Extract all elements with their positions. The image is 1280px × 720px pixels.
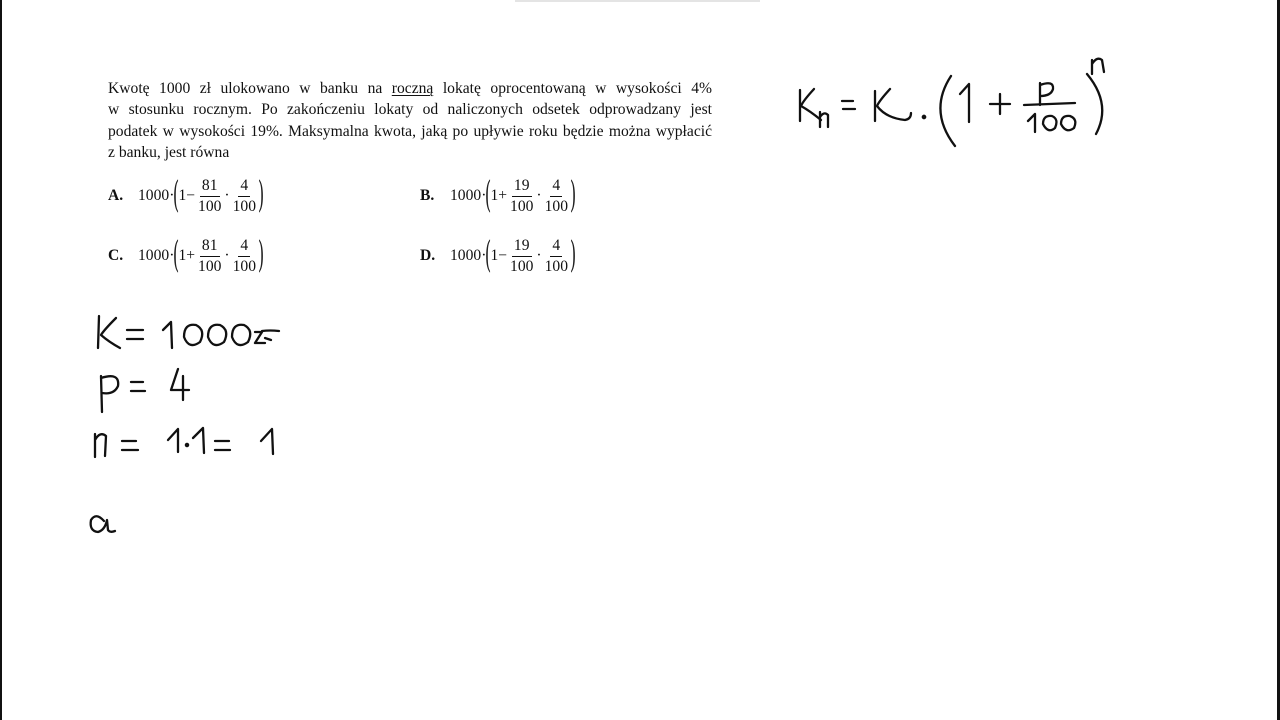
problem-line-3: podatek w wysokości 19%. Maksymalna kwota, jaką po upływie roku będzie można wypłacić [108, 122, 712, 140]
left-paren: ( [485, 235, 492, 276]
handwritten-k-equals-1000 [98, 316, 279, 348]
handwritten-a [91, 516, 115, 532]
answer-letter: A. [108, 187, 124, 204]
fraction-1-denominator: 100 [510, 197, 534, 215]
problem-line-1-part-1: Kwotę 1000 zł ulokowano w banku na [108, 80, 392, 97]
left-paren: ( [173, 235, 180, 276]
fraction-2-numerator: 4 [238, 176, 250, 197]
right-paren: ) [257, 235, 265, 276]
answer-one: 1 [490, 187, 499, 204]
fraction-1-denominator: 100 [510, 257, 534, 275]
right-paren: ) [569, 235, 577, 276]
fraction-1-numerator: 81 [200, 176, 220, 197]
answer-base: 1000· [450, 187, 487, 204]
answer-letter: B. [420, 187, 435, 204]
handwritten-n-equals-1 [95, 428, 273, 457]
multiply-dot: · [224, 247, 230, 264]
fraction-1-denominator: 100 [198, 197, 222, 215]
fraction-2-denominator: 100 [544, 257, 569, 275]
answer-operator: − [498, 247, 508, 264]
fraction-1-numerator: 19 [512, 236, 532, 257]
multiply-dot: · [536, 187, 542, 204]
fraction-2-numerator: 4 [550, 176, 562, 197]
problem-line-2: w stosunku rocznym. Po zakończeniu lokaty od naliczonych odsetek odprowadzany jest [108, 101, 712, 119]
handwritten-compound-interest-formula [800, 59, 1104, 146]
left-paren: ( [173, 175, 180, 216]
fraction-2-denominator: 100 [544, 197, 569, 215]
fraction-2-numerator: 4 [238, 236, 250, 257]
answer-base: 1000· [138, 247, 175, 264]
fraction-2-denominator: 100 [232, 257, 257, 275]
answer-operator: + [186, 247, 196, 264]
underlined-word-roczna: roczną [391, 80, 434, 97]
answer-letter: D. [420, 247, 436, 264]
answer-one: 1 [178, 247, 187, 264]
problem-line-4: z banku, jest równa [108, 144, 230, 162]
handwritten-p-equals-4 [101, 369, 189, 412]
right-paren: ) [257, 175, 265, 216]
answer-operator: − [186, 187, 196, 204]
answer-operator: + [498, 187, 508, 204]
multiply-dot: · [224, 187, 230, 204]
fraction-2-numerator: 4 [550, 236, 562, 257]
multiply-dot: · [536, 247, 542, 264]
fraction-1-numerator: 81 [200, 236, 220, 257]
answer-base: 1000· [138, 187, 175, 204]
answer-letter: C. [108, 247, 124, 264]
fraction-1-numerator: 19 [512, 176, 532, 197]
answer-one: 1 [490, 247, 499, 264]
answer-base: 1000· [450, 247, 487, 264]
fraction-1-denominator: 100 [198, 257, 222, 275]
answer-one: 1 [178, 187, 187, 204]
fraction-2-denominator: 100 [232, 197, 257, 215]
left-paren: ( [485, 175, 492, 216]
right-paren: ) [569, 175, 577, 216]
problem-line-1-part-3: lokatę oprocentowaną w wysokości 4% [433, 80, 712, 97]
